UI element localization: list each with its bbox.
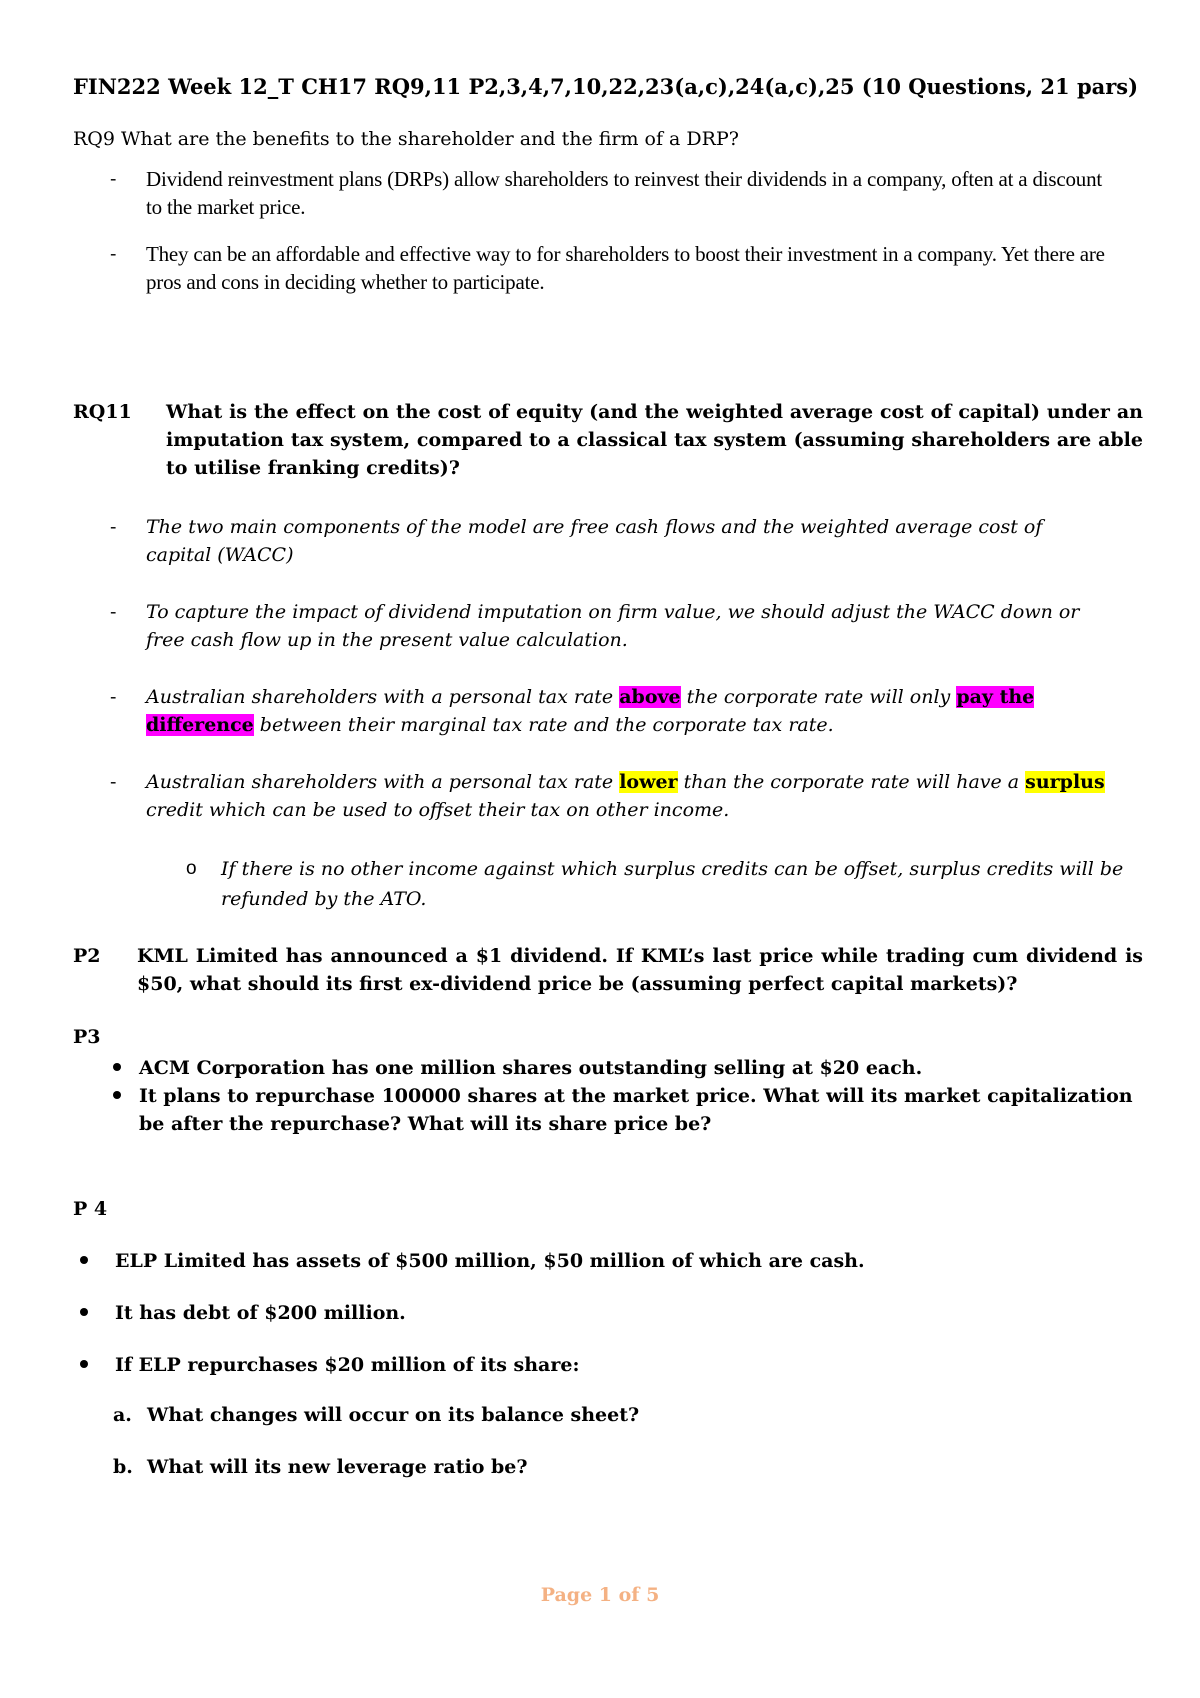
p2-label: P2	[73, 945, 101, 967]
rq11-label: RQ11	[73, 401, 132, 423]
p4-bullet-3	[80, 1351, 1120, 1379]
p3-label: P3	[73, 1026, 101, 1048]
rq11-question-text: What is the effect on the cost of equity (and the weighted average cost of capital) under an imputation tax system, compared to a classical tax system (assuming shareholders are able to utilise franking credits)?	[166, 401, 1143, 479]
p2-question-text: KML Limited has announced a $1 dividend. If KML’s last price while trading cum dividend is $50, what should its first ex-dividend price be (assuming perfect capital markets)?	[137, 945, 1143, 995]
dash-bullet: -	[110, 243, 117, 265]
dash-bullet: -	[110, 168, 117, 190]
rq11-point-3-text	[146, 683, 1110, 739]
text-run: between their marginal tax rate and the corporate tax rate.	[253, 714, 834, 736]
p2-question	[73, 942, 1143, 998]
p4-part-b	[113, 1456, 528, 1478]
p3-bullet-2-text: It plans to repurchase 100000 shares at the market price. What will its market capitalization be after the repurchase? What will its share price be?	[139, 1085, 1133, 1135]
rq11-subpoint	[186, 854, 1126, 914]
p4-bullet-1	[80, 1247, 1120, 1275]
p3-bullet-2	[113, 1082, 1143, 1138]
circle-bullet: o	[186, 858, 197, 879]
p4-bullet-2	[80, 1299, 1120, 1327]
highlight-lower: lower	[619, 771, 678, 793]
dash-bullet: -	[110, 686, 117, 708]
text-run: than the corporate rate will have a	[677, 771, 1026, 793]
rq11-question	[73, 398, 1143, 482]
rq9-point-2-text: They can be an affordable and effective way to for shareholders to boost their investment in a company. Yet there are pros and cons in deciding whether to participate.	[146, 242, 1105, 294]
page-title: FIN222 Week 12_T CH17 RQ9,11 P2,3,4,7,10,22,23(a,c),24(a,c),25 (10 Questions, 21 pars)	[73, 74, 1139, 99]
p4-bullet-2-text: It has debt of $200 million.	[115, 1302, 406, 1324]
p4-part-a-text: What changes will occur on its balance sheet?	[147, 1404, 640, 1426]
p3-bullet-1	[113, 1054, 1153, 1082]
bullet-dot	[113, 1063, 121, 1071]
rq11-point-4-text	[146, 768, 1110, 824]
bullet-dot	[80, 1308, 88, 1316]
bullet-dot	[80, 1256, 88, 1264]
text-run: Australian shareholders with a personal tax rate	[146, 771, 620, 793]
text-run: the corporate rate will only	[680, 686, 957, 708]
text-run: credit which can be used to offset their tax on other income.	[146, 799, 730, 821]
rq11-point-2-text: To capture the impact of dividend imputation on firm value, we should adjust the WACC down or free cash flow up in the present value calculation.	[146, 601, 1080, 651]
dash-bullet: -	[110, 601, 117, 623]
p4-part-a	[113, 1404, 639, 1426]
p3-bullet-1-text: ACM Corporation has one million shares outstanding selling at $20 each.	[139, 1057, 923, 1079]
p4-bullet-1-text: ELP Limited has assets of $500 million, $50 million of which are cash.	[115, 1250, 865, 1272]
part-letter: a.	[113, 1404, 132, 1426]
rq9-point-1-text: Dividend reinvestment plans (DRPs) allow shareholders to reinvest their dividends in a company, often at a discount to the market price.	[146, 167, 1103, 219]
highlight-surplus: surplus	[1025, 771, 1105, 793]
rq11-subpoint-text: If there is no other income against which surplus credits can be offset, surplus credits will be refunded by the ATO.	[221, 858, 1124, 910]
rq11-point-4	[110, 768, 1110, 824]
highlight-above: above	[619, 686, 681, 708]
text-run: Australian shareholders with a personal tax rate	[146, 686, 620, 708]
rq11-point-3	[110, 683, 1110, 739]
p4-bullet-3-text: If ELP repurchases $20 million of its share:	[115, 1354, 580, 1376]
part-letter: b.	[113, 1456, 133, 1478]
rq11-point-2	[110, 598, 1110, 654]
p4-part-b-text: What will its new leverage ratio be?	[147, 1456, 528, 1478]
dash-bullet: -	[110, 516, 117, 538]
dash-bullet: -	[110, 771, 117, 793]
rq11-point-1-text: The two main components of the model are free cash flows and the weighted average cost of capital (WACC)	[146, 516, 1043, 566]
rq9-question: RQ9 What are the benefits to the shareholder and the firm of a DRP?	[73, 128, 739, 150]
p4-label: P 4	[73, 1198, 108, 1220]
highlight-pay-the: pay the	[956, 686, 1035, 708]
highlight-difference: difference	[146, 714, 254, 736]
rq9-point-2	[110, 240, 1110, 296]
page-footer: Page 1 of 5	[540, 1584, 660, 1606]
rq11-point-1	[110, 513, 1110, 569]
bullet-dot	[113, 1091, 121, 1099]
bullet-dot	[80, 1360, 88, 1368]
rq9-point-1	[110, 165, 1110, 221]
